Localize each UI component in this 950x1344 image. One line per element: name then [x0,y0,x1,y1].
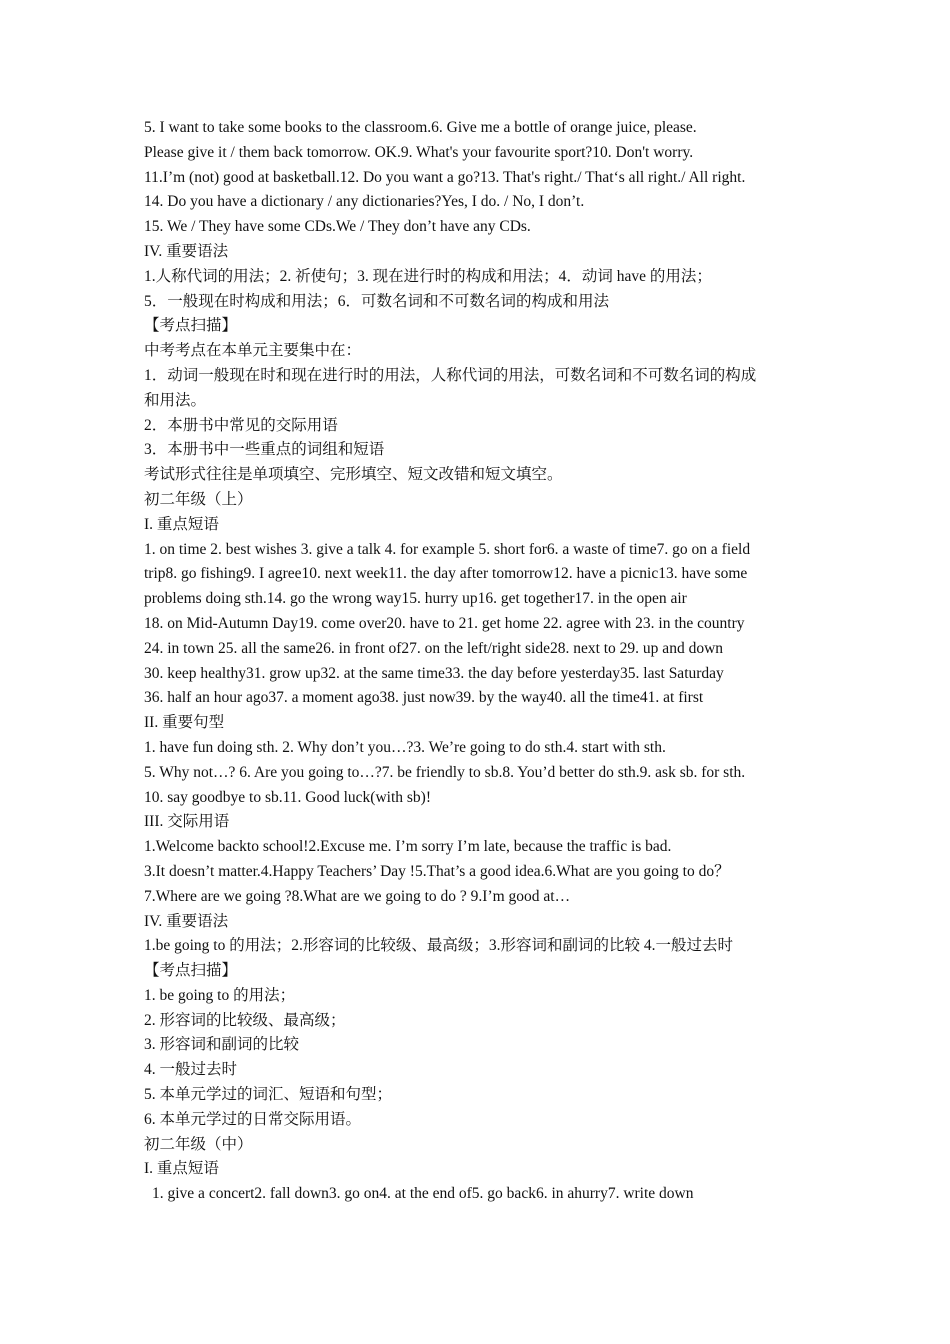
text-line: 36. half an hour ago37. a moment ago38. just now39. by the way40. all the time41. at first [144,689,704,707]
text-line: 11.I’m (not) good at basketball.12. Do you want a go?13. That's right./ That‘s all right./ All right. [144,168,746,186]
text-line: 5. Why not…? 6. Are you going to…?7. be friendly to sb.8. You’d better do sth.9. ask sb. for sth. [144,763,746,781]
text-line: 7.Where are we going ?8.What are we going to do ? 9.I’m good at… [144,887,571,905]
text-line: Please give it / them back tomorrow. OK.9. What's your favourite sport?10. Don't worry. [144,143,694,161]
text-line: trip8. go fishing9. I agree10. next week11. the day after tomorrow12. have a picnic13. have some [144,565,748,583]
text-line: 6. 本单元学过的日常交际用语。 [144,1110,362,1128]
text-line: 和用法。 [144,391,207,409]
text-line: 3. 形容词和副词的比较 [144,1036,300,1054]
text-line: 中考考点在本单元主要集中在： [144,342,362,360]
text-line: 10. say goodbye to sb.11. Good luck(with sb)! [144,788,432,806]
text-line: 1. be going to 的用法； [144,986,296,1004]
text-line: 1. on time 2. best wishes 3. give a talk 4. for example 5. short for6. a waste of time7. go on a field [144,540,751,558]
text-line: problems doing sth.14. go the wrong way15. hurry up16. get together17. in the open air [144,590,687,608]
grade-heading: 初二年级（上） [144,490,253,508]
text-line: 5．一般现在时构成和用法；6．可数名词和不可数名词的构成和用法 [144,292,610,310]
text-line: 15. We / They have some CDs.We / They don’t have any CDs. [144,218,531,236]
text-line: 18. on Mid-Autumn Day19. come over20. have to 21. get home 22. agree with 23. in the country [144,614,745,632]
grade-heading: 初二年级（中） [144,1135,253,1153]
section-heading: I. 重点短语 [144,515,219,533]
text-line: 1.Welcome backto school!2.Excuse me. I’m sorry I’m late, because the traffic is bad. [144,838,672,856]
section-heading: IV. 重要语法 [144,242,229,260]
text-line: 1. have fun doing sth. 2. Why don’t you…?3. We’re going to do sth.4. start with sth. [144,738,666,756]
text-line: 考试形式往往是单项填空、完形填空、短文改错和短文填空。 [144,466,563,484]
text-line: 1. give a concert2. fall down3. go on4. at the end of5. go back6. in ahurry7. write down [152,1185,694,1203]
section-heading: II. 重要句型 [144,714,225,732]
text-line: 24. in town 25. all the same26. in front of27. on the left/right side28. next to 29. up and down [144,639,724,657]
section-heading: IV. 重要语法 [144,912,229,930]
document-page [144,116,824,1207]
section-heading: I. 重点短语 [144,1160,219,1178]
text-line: 1．动词一般现在时和现在进行时的用法，人称代词的用法，可数名词和不可数名词的构成 [144,366,757,384]
section-heading: 【考点扫描】 [144,317,238,335]
text-line: 3.It doesn’t matter.4.Happy Teachers’ Day !5.That’s a good idea.6.What are you going to do？ [144,862,730,880]
text-line: 4. 一般过去时 [144,1061,238,1079]
text-line: 2．本册书中常见的交际用语 [144,416,338,434]
text-line: 3．本册书中一些重点的词组和短语 [144,441,385,459]
text-line: 1.人称代词的用法；2. 祈使句；3. 现在进行时的构成和用法；4．动词 have 的用法； [144,267,712,285]
section-heading: 【考点扫描】 [144,962,238,980]
text-line: 5. 本单元学过的词汇、短语和句型； [144,1086,393,1104]
text-line: 30. keep healthy31. grow up32. at the same time33. the day before yesterday35. last Saturday [144,664,724,682]
text-line: 2. 形容词的比较级、最高级； [144,1011,346,1029]
text-line: 14. Do you have a dictionary / any dictionaries?Yes, I do. / No, I don’t. [144,193,585,211]
text-line: 5. I want to take some books to the classroom.6. Give me a bottle of orange juice, please. [144,119,697,136]
text-line: 1.be going to 的用法；2.形容词的比较级、最高级；3.形容词和副词的比较 4.一般过去时 [144,937,733,955]
section-heading: III. 交际用语 [144,813,230,831]
